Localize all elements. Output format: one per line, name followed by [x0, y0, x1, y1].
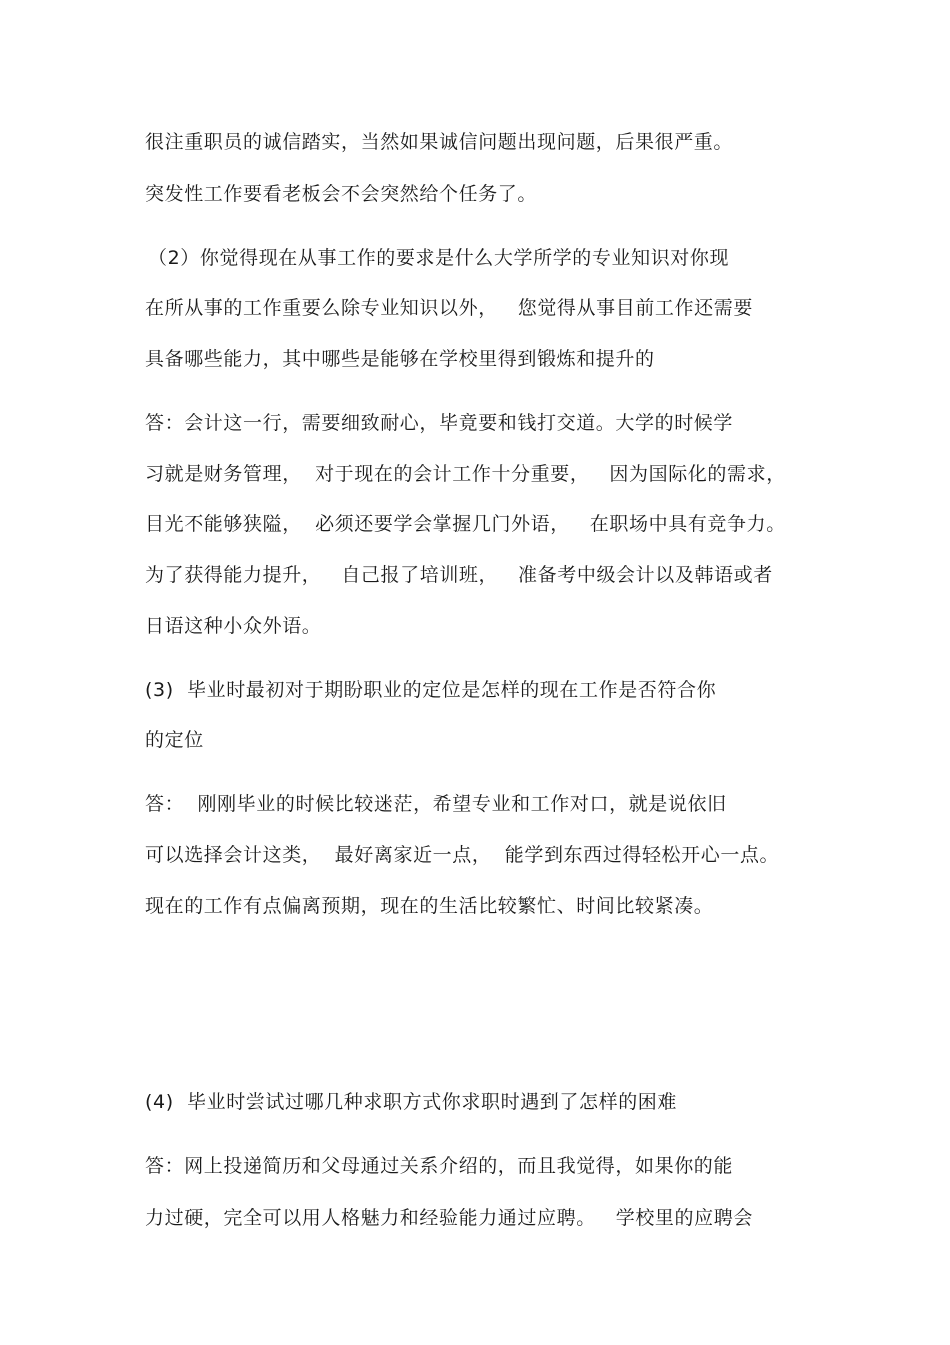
answer-2-line: 为了获得能力提升， 自己报了培训班， 准备考中级会计以及韩语或者	[145, 564, 773, 586]
answer-2-line: 习就是财务管理， 对于现在的会计工作十分重要， 因为国际化的需求，	[145, 463, 786, 485]
answer-4-line: 力过硬，完全可以用人格魅力和经验能力通过应聘。 学校里的应聘会	[145, 1207, 753, 1229]
answer-2-line: 日语这种小众外语。	[145, 615, 322, 637]
answer-3-line: 答： 刚刚毕业的时候比较迷茫，希望专业和工作对口，就是说依旧	[145, 793, 727, 815]
question-4-line: (4) 毕业时尝试过哪几种求职方式你求职时遇到了怎样的困难	[145, 1091, 677, 1113]
question-2-line: （2）你觉得现在从事工作的要求是什么大学所学的专业知识对你现	[148, 247, 730, 269]
question-3-line: (3) 毕业时最初对于期盼职业的定位是怎样的现在工作是否符合你	[145, 679, 717, 701]
answer-2-line: 答：会计这一行，需要细致耐心，毕竟要和钱打交道。大学的时候学	[145, 412, 734, 434]
answer-3-line: 可以选择会计这类， 最好离家近一点， 能学到东西过得轻松开心一点。	[145, 844, 780, 866]
question-2-line: 具备哪些能力，其中哪些是能够在学校里得到锻炼和提升的	[145, 348, 655, 370]
text-line: 很注重职员的诚信踏实，当然如果诚信问题出现问题，后果很严重。	[145, 131, 734, 153]
question-2-line: 在所从事的工作重要么除专业知识以外， 您觉得从事目前工作还需要	[145, 297, 753, 319]
answer-3-line: 现在的工作有点偏离预期，现在的生活比较繁忙、时间比较紧凑。	[145, 895, 714, 917]
answer-4-line: 答：网上投递简历和父母通过关系介绍的，而且我觉得，如果你的能	[145, 1155, 734, 1177]
text-line: 突发性工作要看老板会不会突然给个任务了。	[145, 183, 538, 205]
question-3-line: 的定位	[145, 729, 204, 751]
answer-2-line: 目光不能够狭隘， 必须还要学会掌握几门外语， 在职场中具有竞争力。	[145, 513, 786, 535]
